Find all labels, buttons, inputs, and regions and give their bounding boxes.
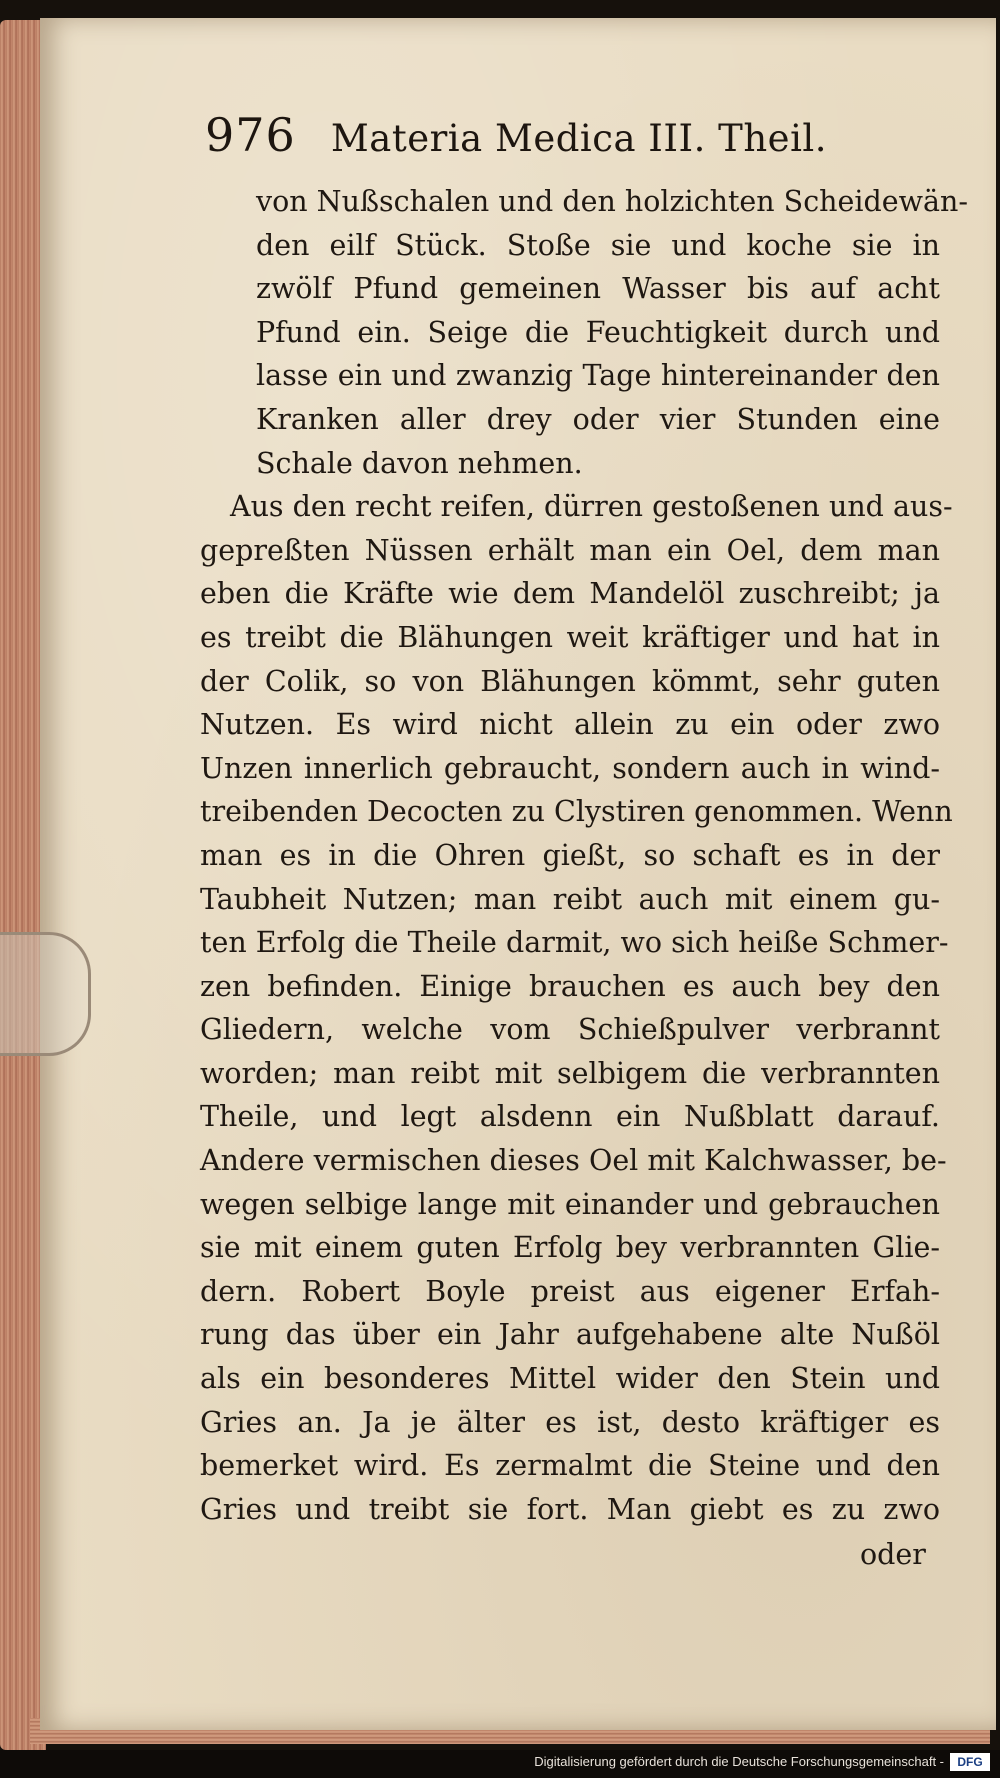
digitization-credit: Digitalisierung gefördert durch die Deutsche Forschungsgemeinschaft - <box>534 1754 944 1769</box>
text-line: dern. Robert Boyle preist aus eigener Erfah- <box>200 1274 940 1308</box>
text-line: als ein besonderes Mittel wider den Stein und <box>200 1362 940 1396</box>
text-line: bemerket wird. Es zermalmt die Steine und den <box>200 1449 940 1483</box>
text-line: ten Erfolg die Theile darmit, wo sich heiße Schmer- <box>200 926 949 960</box>
text-line: eben die Kräfte wie dem Mandelöl zuschreibt; ja <box>200 577 940 611</box>
text-line: Andere vermischen dieses Oel mit Kalchwasser, be- <box>200 1144 947 1178</box>
text-line: Kranken aller drey oder vier Stunden eine <box>256 402 940 436</box>
page-clip-tab <box>0 932 91 1056</box>
text-line: der Colik, so von Blähungen kömmt, sehr guten <box>200 664 940 698</box>
running-head <box>205 108 845 172</box>
text-line: zen befinden. Einige brauchen es auch bey den <box>200 969 940 1003</box>
text-line: es treibt die Blähungen weit kräftiger und hat in <box>200 620 940 654</box>
catchword: oder <box>860 1538 926 1571</box>
text-line: wegen selbige lange mit einander und gebrauchen <box>200 1187 940 1221</box>
text-line: Gries und treibt sie fort. Man giebt es zu zwo <box>200 1492 940 1526</box>
page-number: 976 <box>205 108 296 162</box>
text-line: Aus den recht reifen, dürren gestoßenen und aus- <box>230 490 953 524</box>
text-line: Pfund ein. Seige die Feuchtigkeit durch und <box>256 315 940 349</box>
text-line: von Nußschalen und den holzichten Scheidewän- <box>256 185 968 218</box>
text-line: rung das über ein Jahr aufgehabene alte Nußöl <box>200 1318 940 1352</box>
text-line: zwölf Pfund gemeinen Wasser bis auf acht <box>256 272 940 306</box>
running-head-title: Materia Medica III. Theil. <box>330 117 828 160</box>
text-line: Theile, und legt alsdenn ein Nußblatt darauf. <box>200 1100 940 1134</box>
text-line: Schale davon nehmen. <box>256 446 583 480</box>
text-line: gepreßten Nüssen erhält man ein Oel, dem man <box>200 533 940 567</box>
text-line: worden; man reibt mit selbigem die verbrannten <box>200 1056 940 1090</box>
text-line: sie mit einem guten Erfolg bey verbrannten Glie- <box>200 1231 940 1265</box>
text-line: den eilf Stück. Stoße sie und koche sie in <box>256 228 940 262</box>
text-line: Gries an. Ja je älter es ist, desto kräftiger es <box>200 1405 940 1439</box>
text-line: Taubheit Nutzen; man reibt auch mit einem gu- <box>200 882 940 916</box>
text-line: Nutzen. Es wird nicht allein zu ein oder zwo <box>200 708 940 742</box>
text-line: treibenden Decocten zu Clystiren genommen. Wenn <box>200 795 953 829</box>
text-line: Gliedern, welche vom Schießpulver verbrannt <box>200 1013 940 1047</box>
text-line: man es in die Ohren gießt, so schaft es in der <box>200 838 940 872</box>
body-text <box>200 180 968 1531</box>
text-line: lasse ein und zwanzig Tage hintereinander den <box>256 359 940 393</box>
dfg-logo[interactable]: DFG <box>950 1753 990 1771</box>
text-line: Unzen innerlich gebraucht, sondern auch in wind- <box>200 751 940 785</box>
